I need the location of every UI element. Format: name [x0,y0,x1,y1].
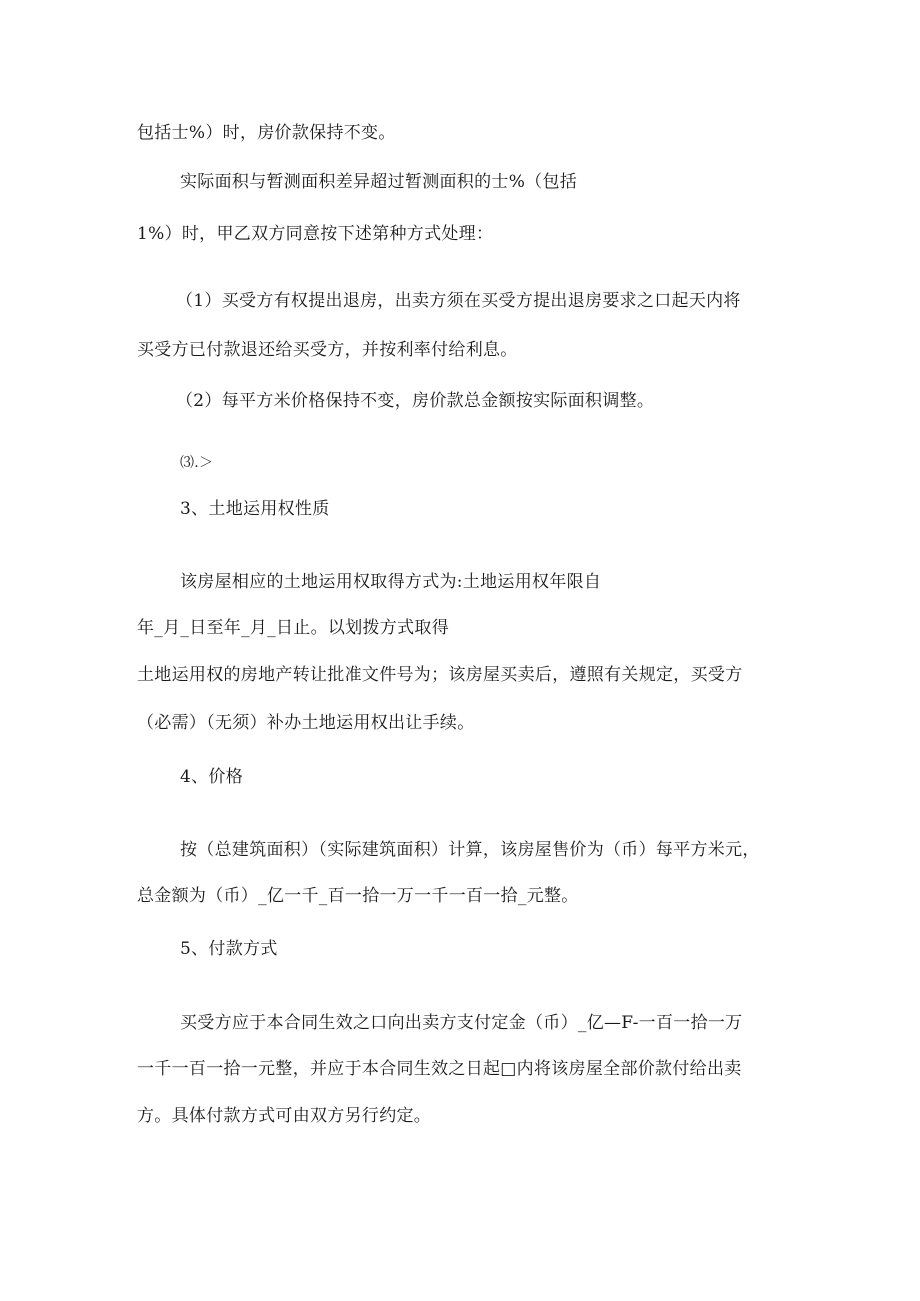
paragraph-line: 方。具体付款方式可由双方另行约定。 [137,1106,432,1126]
list-item-1: （1）买受方有权提出退房，出卖方须在买受方提出退房要求之口起天内将 [176,291,741,311]
section-heading-price: 4、价格 [180,767,244,787]
list-item-2: （2）每平方米价格保持不变，房价款总金额按实际面积调整。 [176,391,655,411]
paragraph-line: 实际面积与暂测面积差异超过暂测面积的士%（包括 [180,172,578,192]
paragraph-line: 一千一百一拾一元整，并应于本合同生效之日起□内将该房屋全部价款付给出卖 [137,1059,742,1079]
paragraph-line: 买受方已付款退还给买受方，并按利率付给利息。 [137,340,518,360]
paragraph-line: 总金额为（币）_亿一千_百一拾一万一千一百一拾_元整。 [137,886,579,906]
section-heading-land-use: 3、土地运用权性质 [180,499,330,519]
paragraph-line: （必需）（无须）补办土地运用权出让手续。 [137,713,475,733]
paragraph-line: 1%）时，甲乙双方同意按下述第种方式处理： [137,224,494,244]
paragraph-line: 买受方应于本合同生效之口向出卖方支付定金（币）_亿—F-一百一拾一万 [180,1013,743,1033]
paragraph-line: 年_月_日至年_月_日止。以划拨方式取得 [137,618,449,638]
paragraph-line: 土地运用权的房地产转让批准文件号为；该房屋买卖后，遵照有关规定，买受方 [137,665,743,685]
paragraph-line: 包括士%）时，房价款保持不变。 [137,123,396,143]
section-heading-payment: 5、付款方式 [180,939,278,959]
list-item-3: ⑶.＞ [180,455,214,471]
paragraph-line: 该房屋相应的土地运用权取得方式为:土地运用权年限自 [180,572,602,592]
paragraph-line: 按（总建筑面积）（实际建筑面积）计算，该房屋售价为（币）每平方米元， [180,840,760,860]
